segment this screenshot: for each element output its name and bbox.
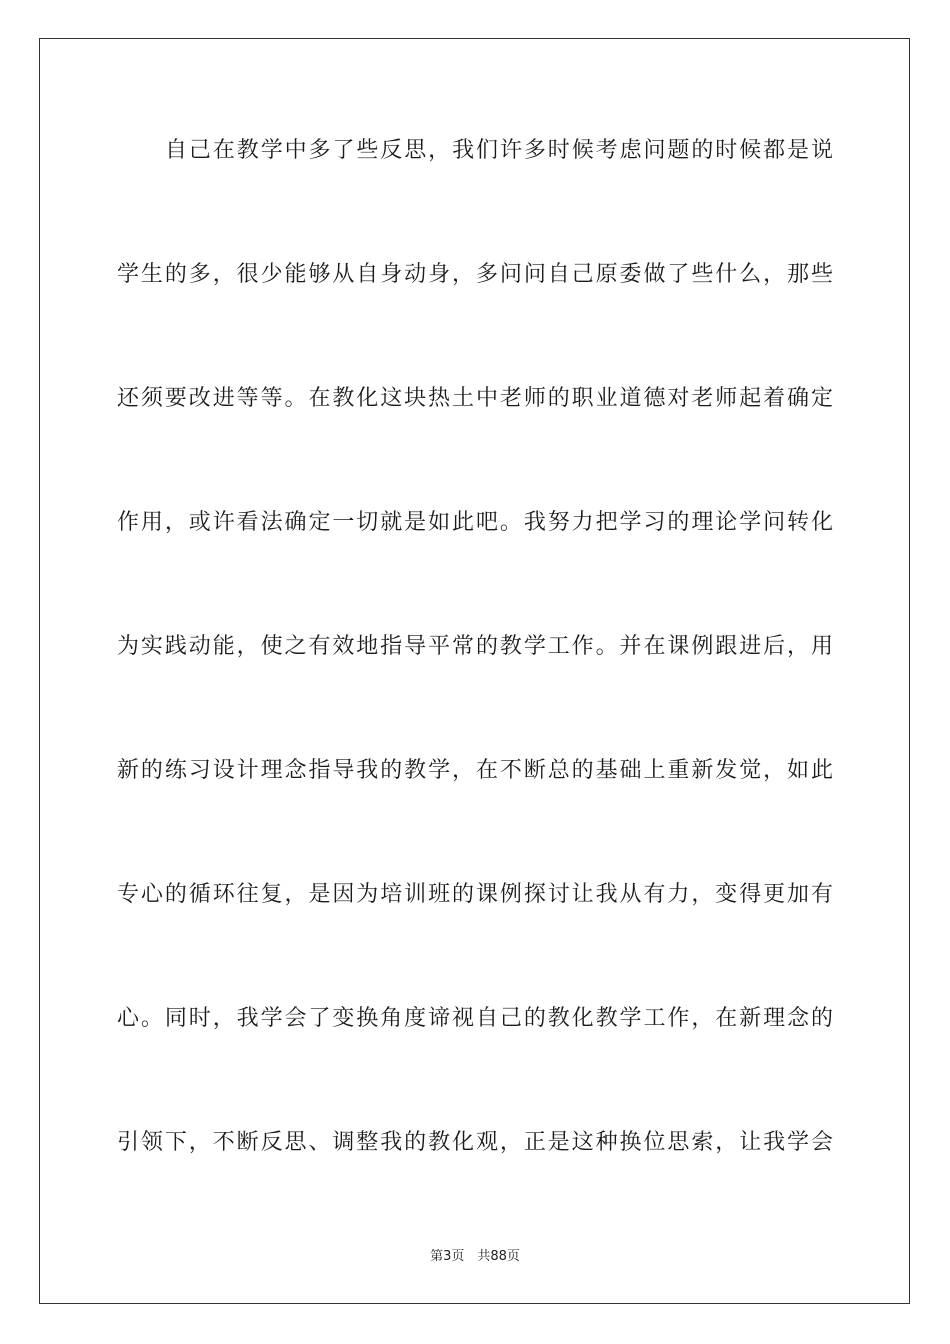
paragraph-line-5: 为实践动能，使之有效地指导平常的教学工作。并在课例跟进后，用 (117, 634, 833, 659)
page-border (39, 38, 910, 1304)
paragraph-line-2: 学生的多，很少能够从自身动身，多问问自己原委做了些什么，那些 (117, 262, 833, 287)
paragraph-line-8: 心。同时，我学会了变换角度谛视自己的教化教学工作，在新理念的 (117, 1006, 833, 1031)
footer-prefix: 第 (430, 1249, 444, 1264)
footer-suffix: 页 (506, 1249, 520, 1264)
page-footer (0, 1248, 950, 1266)
total-pages-number: 88 (490, 1249, 507, 1264)
footer-mid: 页 共 (451, 1249, 491, 1264)
paragraph-line-9: 引领下，不断反思、调整我的教化观，正是这种换位思索，让我学会 (117, 1130, 833, 1155)
paragraph-line-4: 作用，或许看法确定一切就是如此吧。我努力把学习的理论学问转化 (117, 510, 833, 535)
paragraph-line-1: 自己在教学中多了些反思，我们许多时候考虑问题的时候都是说 (165, 138, 833, 163)
current-page-number: 3 (443, 1249, 452, 1264)
paragraph-line-7: 专心的循环往复，是因为培训班的课例探讨让我从有力，变得更加有 (117, 882, 833, 907)
paragraph-line-3: 还须要改进等等。在教化这块热土中老师的职业道德对老师起着确定 (117, 386, 833, 411)
paragraph-line-6: 新的练习设计理念指导我的教学，在不断总的基础上重新发觉，如此 (117, 758, 833, 783)
